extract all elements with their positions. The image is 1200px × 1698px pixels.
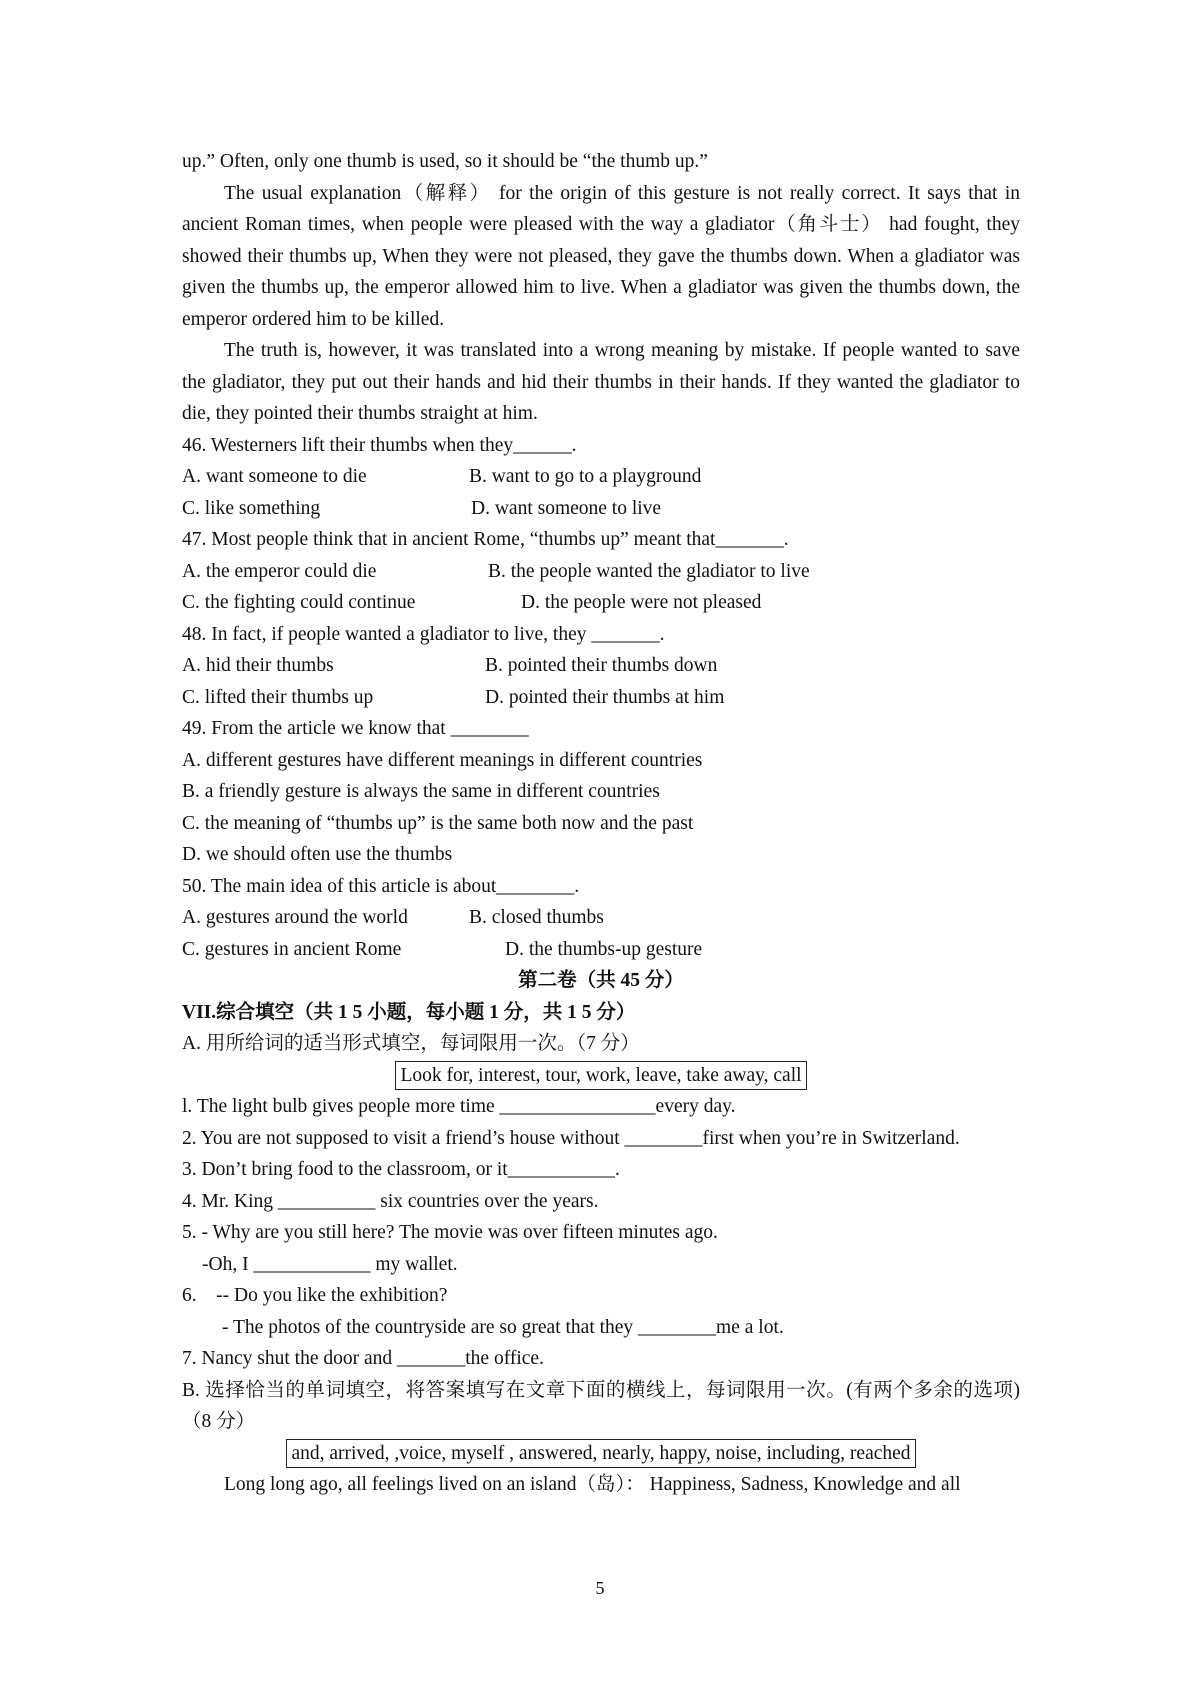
fill-item-7: 7. Nancy shut the door and _______the office.: [182, 1348, 544, 1369]
fill-item-5-question: 5. - Why are you still here? The movie was over fifteen minutes ago.: [182, 1222, 718, 1243]
fill-item-3: 3. Don’t bring food to the classroom, or it___________.: [182, 1159, 620, 1180]
question-49-stem: 49. From the article we know that ________: [182, 718, 529, 739]
fill-item-5-answer: -Oh, I ____________ my wallet.: [202, 1253, 458, 1275]
section-a-instruction: A. 用所给词的适当形式填空，每词限用一次。（7 分）: [182, 1033, 640, 1054]
page-number: 5: [595, 1578, 605, 1598]
question-46-stem: 46. Westerners lift their thumbs when they______.: [182, 434, 577, 456]
question-48-stem: 48. In fact, if people wanted a gladiator to live, they _______.: [182, 623, 665, 645]
question-49-option-b: B. a friendly gesture is always the same in different countries: [182, 781, 660, 802]
fill-item-6-answer: - The photos of the countryside are so great that they ________me a lot.: [222, 1316, 784, 1338]
section-vii-heading: VII.综合填空（共 1 5 小题，每小题 1 分，共 1 5 分）: [182, 1001, 636, 1023]
question-48-option-d: D. pointed their thumbs at him: [485, 686, 725, 708]
section-b-word-box: and, arrived, ,voice, myself , answered, nearly, happy, noise, including, reached: [286, 1439, 915, 1468]
question-50-option-b: B. closed thumbs: [469, 907, 604, 928]
passage-paragraph-3: The truth is, however, it was translated into a wrong meaning by mistake. If people wanted to save the gladiator, they put out their hands and hid their thumbs in their hands. If they wanted the gladiator to die, they pointed their thumbs straight at him.: [182, 340, 1020, 424]
question-48-option-c: C. lifted their thumbs up: [182, 686, 374, 708]
section-b-passage-start: Long long ago, all feelings lived on an island（岛）： Happiness, Sadness, Knowledge and all: [224, 1474, 961, 1495]
question-47-options-row-2: [182, 587, 1020, 619]
question-50-options-row-2: [182, 934, 1020, 966]
part-2-title: 第二卷（共 45 分）: [518, 970, 684, 991]
question-50-option-c: C. gestures in ancient Rome: [182, 938, 402, 960]
fill-item-4: 4. Mr. King __________ six countries over the years.: [182, 1190, 599, 1212]
question-50-options-row-1: [182, 902, 1020, 934]
fill-item-1: l. The light bulb gives people more time ________________every day.: [182, 1096, 736, 1117]
question-47-option-c: C. the fighting could continue: [182, 592, 416, 613]
question-48-options-row-2: [182, 682, 1020, 714]
question-47-option-b: B. the people wanted the gladiator to live: [488, 560, 810, 582]
question-49-option-a: A. different gestures have different meanings in different countries: [182, 749, 703, 771]
question-47-option-a: A. the emperor could die: [182, 560, 377, 582]
question-50-option-d: D. the thumbs-up gesture: [505, 938, 703, 960]
question-46-options-row-1: [182, 461, 1020, 493]
passage: [182, 146, 1020, 1501]
question-46-option-c: C. like something: [182, 497, 321, 519]
fill-item-6-question: 6. -- Do you like the exhibition?: [182, 1285, 448, 1306]
question-48-option-b: B. pointed their thumbs down: [485, 655, 718, 676]
question-49-option-c: C. the meaning of “thumbs up” is the same both now and the past: [182, 812, 694, 834]
passage-line-1: up.” Often, only one thumb is used, so it should be “the thumb up.”: [182, 151, 708, 172]
question-46-option-a: A. want someone to die: [182, 466, 367, 487]
section-a-word-box-row: [182, 1060, 1020, 1092]
question-46-option-d: D. want someone to live: [471, 497, 662, 519]
section-a-word-box: Look for, interest, tour, work, leave, take away, call: [395, 1061, 806, 1090]
question-48-options-row-1: [182, 650, 1020, 682]
question-47-option-d: D. the people were not pleased: [521, 592, 762, 613]
question-47-options-row-1: [182, 556, 1020, 588]
passage-paragraph-2: The usual explanation（解释） for the origin of this gesture is not really correct. It says that in ancient Roman times, when people were pleased with the way a gladiator（角斗士） had fought, they showed their thumbs up, When they were not pleased, they gave the thumbs down. When a gladiator was given the thumbs up, the emperor allowed him to live. When a gladiator was given the thumbs down, the emperor ordered him to be killed.: [182, 182, 1020, 330]
question-47-stem: 47. Most people think that in ancient Rome, “thumbs up” meant that_______.: [182, 529, 789, 550]
question-46-options-row-2: [182, 493, 1020, 525]
section-b-instruction: B. 选择恰当的单词填空，将答案填写在文章下面的横线上，每词限用一次。(有两个多余的选项)（8 分）: [182, 1379, 1020, 1432]
fill-item-2: 2. You are not supposed to visit a friend’s house without ________first when you’re in Switzerland.: [182, 1127, 960, 1149]
question-49-option-d: D. we should often use the thumbs: [182, 844, 453, 865]
section-b-word-box-row: [182, 1438, 1020, 1470]
question-50-option-a: A. gestures around the world: [182, 907, 408, 928]
question-50-stem: 50. The main idea of this article is about________.: [182, 875, 580, 897]
question-46-option-b: B. want to go to a playground: [469, 466, 702, 487]
question-48-option-a: A. hid their thumbs: [182, 655, 334, 676]
